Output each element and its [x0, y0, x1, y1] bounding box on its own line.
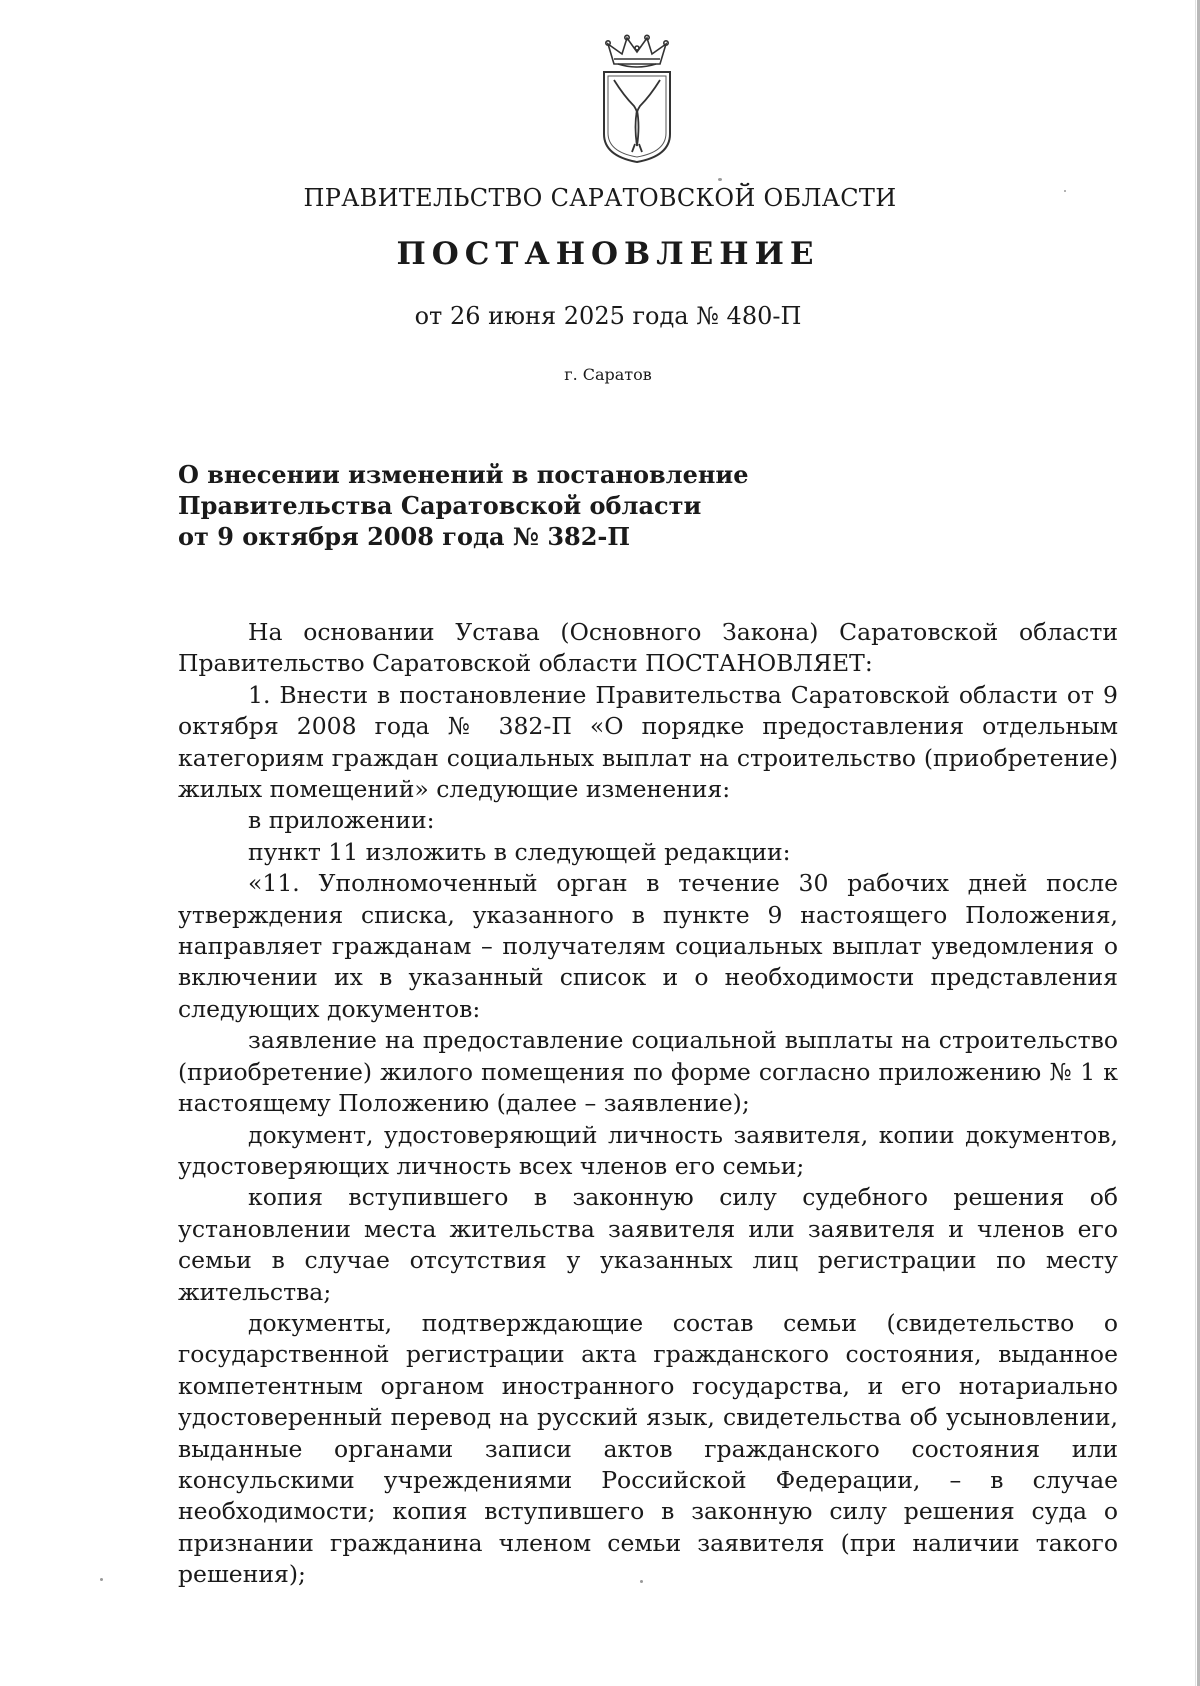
scan-speck [640, 1580, 643, 1583]
document-type-title: ПОСТАНОВЛЕНИЕ [396, 236, 820, 272]
document-date-number: от 26 июня 2025 года № 480-П [414, 302, 802, 330]
body-paragraph: копия вступившего в законную силу судебного решения об установлении места жительства заявителя или заявителя и членов его семьи в случае отсутствия у указанных лиц регистрации по месту жительства; [178, 1183, 1118, 1306]
body-paragraph: «11. Уполномоченный орган в течение 30 рабочих дней после утверждения списка, указанного в пункте 9 настоящего Положения, направляет гражданам – получателям социальных выплат уведомления о включении их в указанный список и о необходимости представления следующих документов: [178, 869, 1118, 1023]
document-subject [178, 459, 749, 552]
document-city: г. Саратов [564, 365, 652, 384]
body-paragraph: в приложении: [248, 806, 435, 835]
body-paragraph: На основании Устава (Основного Закона) Саратовской области Правительство Саратовской области ПОСТАНОВЛЯЕТ: [178, 618, 1118, 678]
subject-line: О внесении изменений в постановление [178, 460, 749, 489]
subject-line: Правительства Саратовской области [178, 491, 702, 520]
body-paragraph: заявление на предоставление социальной выплаты на строительство (приобретение) жилого помещения по форме согласно приложению № 1 к настоящему Положению (далее – заявление); [178, 1026, 1118, 1118]
document-body [178, 617, 1118, 1591]
body-paragraph: документ, удостоверяющий личность заявителя, копии документов, удостоверяющих личность всех членов его семьи; [178, 1120, 1118, 1180]
coat-of-arms-emblem [594, 34, 680, 164]
government-name: ПРАВИТЕЛЬСТВО САРАТОВСКОЙ ОБЛАСТИ [303, 184, 897, 212]
body-paragraph: 1. Внести в постановление Правительства Саратовской области от 9 октября 2008 года № 382-П «О порядке предоставления отдельным категориям граждан социальных выплат на строительство (приобретение) жилых помещений» следующие изменения: [178, 680, 1118, 804]
body-paragraph: пункт 11 изложить в следующей редакции: [248, 837, 791, 866]
subject-line: от 9 октября 2008 года № 382-П [178, 522, 631, 551]
scan-speck [100, 1578, 103, 1581]
scan-speck [718, 178, 722, 181]
scan-speck [1064, 190, 1066, 192]
body-paragraph: документы, подтверждающие состав семьи (свидетельство о государственной регистрации акта гражданского состояния, выданное компетентным органом иностранного государства, и его нотариально удостоверенный перевод на русский язык, свидетельства об усыновлении, выданные органами записи актов гражданского состояния или консульскими учреждениями Российской Федерации, – в случае необходимости; копия вступившего в законную силу решения суда о признании гражданина членом семьи заявителя (при наличии такого решения); [178, 1308, 1118, 1589]
